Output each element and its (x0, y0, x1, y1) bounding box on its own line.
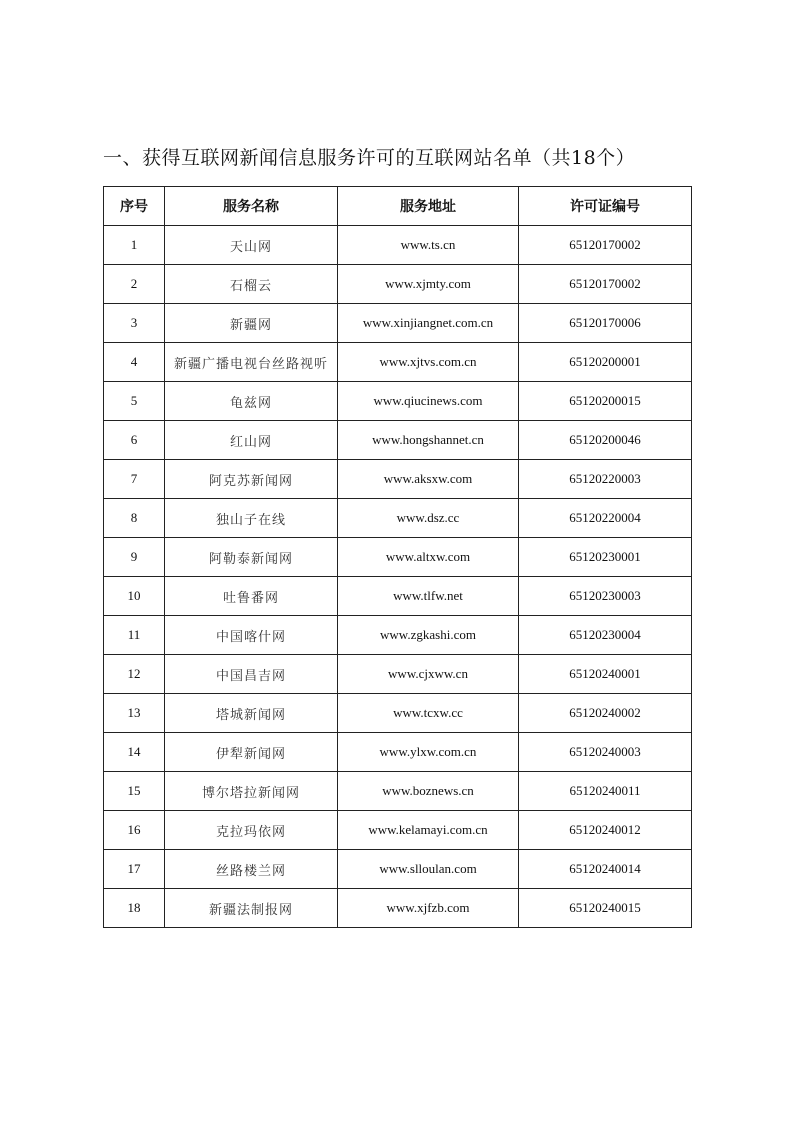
row-license-number: 65120220004 (519, 499, 692, 538)
header-license-number: 许可证编号 (519, 187, 692, 226)
row-service-url: www.cjxww.cn (338, 655, 519, 694)
row-seq: 13 (104, 694, 165, 733)
row-license-number: 65120240001 (519, 655, 692, 694)
row-service-url: www.altxw.com (338, 538, 519, 577)
row-license-number: 65120240003 (519, 733, 692, 772)
row-license-number: 65120200046 (519, 421, 692, 460)
row-license-number: 65120220003 (519, 460, 692, 499)
table-row (104, 343, 692, 382)
row-service-name: 克拉玛依网 (165, 811, 338, 850)
row-seq: 5 (104, 382, 165, 421)
row-service-name: 新疆网 (165, 304, 338, 343)
header-service-url: 服务地址 (338, 187, 519, 226)
table-row (104, 577, 692, 616)
row-seq: 10 (104, 577, 165, 616)
table-row (104, 616, 692, 655)
row-service-name: 独山子在线 (165, 499, 338, 538)
row-seq: 7 (104, 460, 165, 499)
table-row (104, 304, 692, 343)
row-seq: 11 (104, 616, 165, 655)
header-seq: 序号 (104, 187, 165, 226)
row-service-name: 阿勒泰新闻网 (165, 538, 338, 577)
row-service-url: www.tlfw.net (338, 577, 519, 616)
row-service-url: www.boznews.cn (338, 772, 519, 811)
row-service-name: 吐鲁番网 (165, 577, 338, 616)
row-service-name: 中国喀什网 (165, 616, 338, 655)
row-service-url: www.aksxw.com (338, 460, 519, 499)
row-license-number: 65120240011 (519, 772, 692, 811)
table-row (104, 265, 692, 304)
row-seq: 15 (104, 772, 165, 811)
row-service-url: www.dsz.cc (338, 499, 519, 538)
row-service-name: 红山网 (165, 421, 338, 460)
row-license-number: 65120200001 (519, 343, 692, 382)
row-service-url: www.xjfzb.com (338, 889, 519, 928)
license-table (103, 186, 692, 928)
row-service-url: www.xjmty.com (338, 265, 519, 304)
row-license-number: 65120240014 (519, 850, 692, 889)
row-service-name: 博尔塔拉新闻网 (165, 772, 338, 811)
row-seq: 12 (104, 655, 165, 694)
table-row (104, 655, 692, 694)
row-service-name: 中国昌吉网 (165, 655, 338, 694)
table-row (104, 772, 692, 811)
row-seq: 16 (104, 811, 165, 850)
row-service-name: 石榴云 (165, 265, 338, 304)
row-service-name: 伊犁新闻网 (165, 733, 338, 772)
row-license-number: 65120230003 (519, 577, 692, 616)
row-license-number: 65120200015 (519, 382, 692, 421)
row-license-number: 65120170002 (519, 226, 692, 265)
table-row (104, 382, 692, 421)
row-service-url: www.ts.cn (338, 226, 519, 265)
table-row (104, 850, 692, 889)
row-license-number: 65120170002 (519, 265, 692, 304)
row-service-name: 天山网 (165, 226, 338, 265)
row-license-number: 65120230001 (519, 538, 692, 577)
row-license-number: 65120170006 (519, 304, 692, 343)
row-seq: 3 (104, 304, 165, 343)
table-row (104, 811, 692, 850)
row-license-number: 65120230004 (519, 616, 692, 655)
row-seq: 9 (104, 538, 165, 577)
row-service-url: www.qiucinews.com (338, 382, 519, 421)
table-row (104, 889, 692, 928)
row-service-url: www.ylxw.com.cn (338, 733, 519, 772)
row-service-url: www.zgkashi.com (338, 616, 519, 655)
page-title: 一、获得互联网新闻信息服务许可的互联网站名单（共18个） (103, 147, 636, 169)
row-service-url: www.hongshannet.cn (338, 421, 519, 460)
row-seq: 18 (104, 889, 165, 928)
row-service-url: www.kelamayi.com.cn (338, 811, 519, 850)
row-license-number: 65120240012 (519, 811, 692, 850)
row-seq: 8 (104, 499, 165, 538)
row-license-number: 65120240015 (519, 889, 692, 928)
row-seq: 17 (104, 850, 165, 889)
row-seq: 14 (104, 733, 165, 772)
header-service-name: 服务名称 (165, 187, 338, 226)
table-row (104, 694, 692, 733)
row-seq: 6 (104, 421, 165, 460)
row-seq: 2 (104, 265, 165, 304)
row-service-name: 丝路楼兰网 (165, 850, 338, 889)
row-service-name: 阿克苏新闻网 (165, 460, 338, 499)
row-seq: 4 (104, 343, 165, 382)
table-row (104, 538, 692, 577)
table-row (104, 499, 692, 538)
table-row (104, 733, 692, 772)
table-header-row (104, 187, 692, 226)
row-service-url: www.xinjiangnet.com.cn (338, 304, 519, 343)
row-service-name: 新疆法制报网 (165, 889, 338, 928)
row-service-url: www.xjtvs.com.cn (338, 343, 519, 382)
row-service-name: 新疆广播电视台丝路视听 (165, 343, 338, 382)
table-row (104, 460, 692, 499)
table-row (104, 421, 692, 460)
row-service-url: www.tcxw.cc (338, 694, 519, 733)
row-service-url: www.slloulan.com (338, 850, 519, 889)
row-license-number: 65120240002 (519, 694, 692, 733)
row-seq: 1 (104, 226, 165, 265)
row-service-name: 龟兹网 (165, 382, 338, 421)
table-row (104, 226, 692, 265)
row-service-name: 塔城新闻网 (165, 694, 338, 733)
